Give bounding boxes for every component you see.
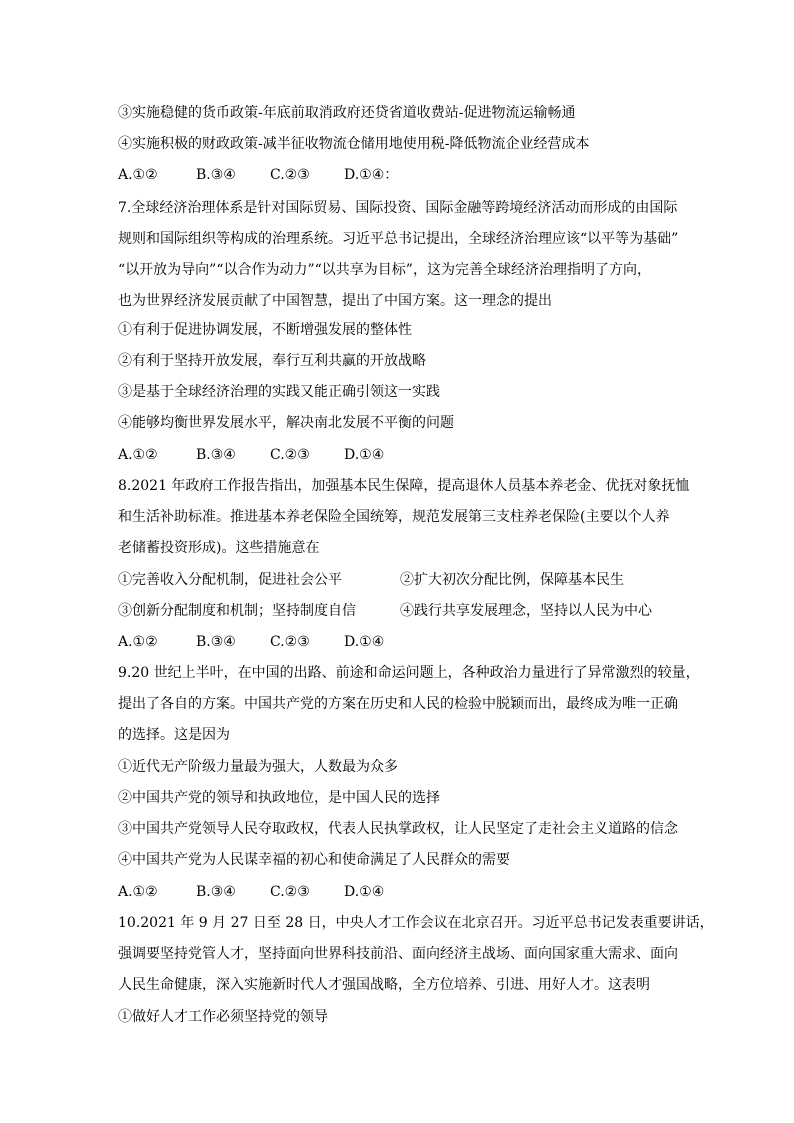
q6-item-3: ③实施稳健的货币政策-年底前取消政府还贷省道收费站-促进物流运输畅通 (118, 105, 576, 121)
q8-item: ①完善收入分配机制，促进社会公平 (118, 572, 342, 588)
q10-stem-line: 人民生命健康，深入实施新时代人才强国战略，全方位培养、引进、用好人才。这表明 (118, 977, 650, 993)
q8-stem-line: 和生活补助标准。推进基本养老保险全国统筹，规范发展第三支柱养老保险(主要以个人养 (118, 509, 670, 525)
option-c: C.②③ (270, 884, 310, 900)
q7-options (118, 445, 404, 465)
q9-stem-line: 提出了各自的方案。中国共产党的方案在历史和人民的检验中脱颖而出，最终成为唯一正确 (118, 696, 678, 712)
q9-item: ④中国共产党为人民谋幸福的初心和使命满足了人民群众的需要 (118, 852, 510, 868)
q9-options (118, 882, 404, 902)
q6-item-4: ④实施积极的财政政策-减半征收物流仓储用地使用税-降低物流企业经营成本 (118, 136, 590, 152)
option-d: D.①④： (344, 167, 399, 183)
q9-item: ③中国共产党领导人民夺取政权，代表人民执掌政权，让人民坚定了走社会主义道路的信念 (118, 821, 678, 837)
q7-stem-line: “以开放为导向”“以合作为动力”“以共享为目标”，这为完善全球经济治理指明了方向， (118, 262, 651, 278)
q7-item: ①有利于促进协调发展，不断增强发展的整体性 (118, 322, 412, 338)
q8-items-row (118, 570, 624, 590)
option-d: D.①④ (344, 884, 385, 900)
option-c: C.②③ (270, 167, 310, 183)
q7-item: ②有利于坚持开放发展，奉行互利共赢的开放战略 (118, 353, 426, 369)
option-b: B.③④ (196, 167, 236, 183)
option-b: B.③④ (196, 634, 236, 650)
option-a: A.①② (118, 167, 158, 183)
q9-stem-line: 9.20 世纪上半叶，在中国的出路、前途和命运问题上，各种政治力量进行了异常激烈的较量， (118, 665, 700, 681)
q9-item: ②中国共产党的领导和执政地位，是中国人民的选择 (118, 790, 440, 806)
q8-item: ④践行共享发展理念，坚持以人民为中心 (400, 603, 652, 619)
q7-stem-line: 也为世界经济发展贡献了中国智慧，提出了中国方案。这一理念的提出 (118, 293, 552, 309)
q8-item: ②扩大初次分配比例，保障基本民生 (400, 572, 624, 588)
option-c: C.②③ (270, 447, 310, 463)
q7-stem-line: 规则和国际组织等构成的治理系统。习近平总书记提出，全球经济治理应该“以平等为基础” (118, 231, 679, 247)
q8-stem-line: 8.2021 年政府工作报告指出，加强基本民生保障，提高退休人员基本养老金、优抚对象抚恤 (118, 478, 690, 494)
q7-item: ③是基于全球经济治理的实践又能正确引领这一实践 (118, 384, 440, 400)
option-a: A.①② (118, 634, 158, 650)
q9-stem-line: 的选择。这是因为 (118, 727, 230, 743)
q7-stem-line: 7.全球经济治理体系是针对国际贸易、国际投资、国际金融等跨境经济活动而形成的由国际 (118, 200, 678, 216)
option-d: D.①④ (344, 447, 385, 463)
q10-item: ①做好人才工作必须坚持党的领导 (118, 1009, 328, 1025)
q8-items-row (118, 601, 652, 621)
q9-item: ①近代无产阶级力量最为强大，人数最为众多 (118, 759, 398, 775)
option-a: A.①② (118, 884, 158, 900)
option-b: B.③④ (196, 884, 236, 900)
option-a: A.①② (118, 447, 158, 463)
q7-item: ④能够均衡世界发展水平，解决南北发展不平衡的问题 (118, 415, 454, 431)
q8-item: ③创新分配制度和机制；坚持制度自信 (118, 603, 356, 619)
option-d: D.①④ (344, 634, 385, 650)
q10-stem-line: 强调要坚持党管人才，坚持面向世界科技前沿、面向经济主战场、面向国家重大需求、面向 (118, 946, 678, 962)
q10-stem-line: 10.2021 年 9 月 27 日至 28 日，中央人才工作会议在北京召开。习近平总书记发表重要讲话， (118, 915, 714, 931)
option-c: C.②③ (270, 634, 310, 650)
q8-stem-line: 老储蓄投资形成)。这些措施意在 (118, 540, 320, 556)
q8-options (118, 632, 404, 652)
option-b: B.③④ (196, 447, 236, 463)
q6-options (118, 165, 404, 185)
